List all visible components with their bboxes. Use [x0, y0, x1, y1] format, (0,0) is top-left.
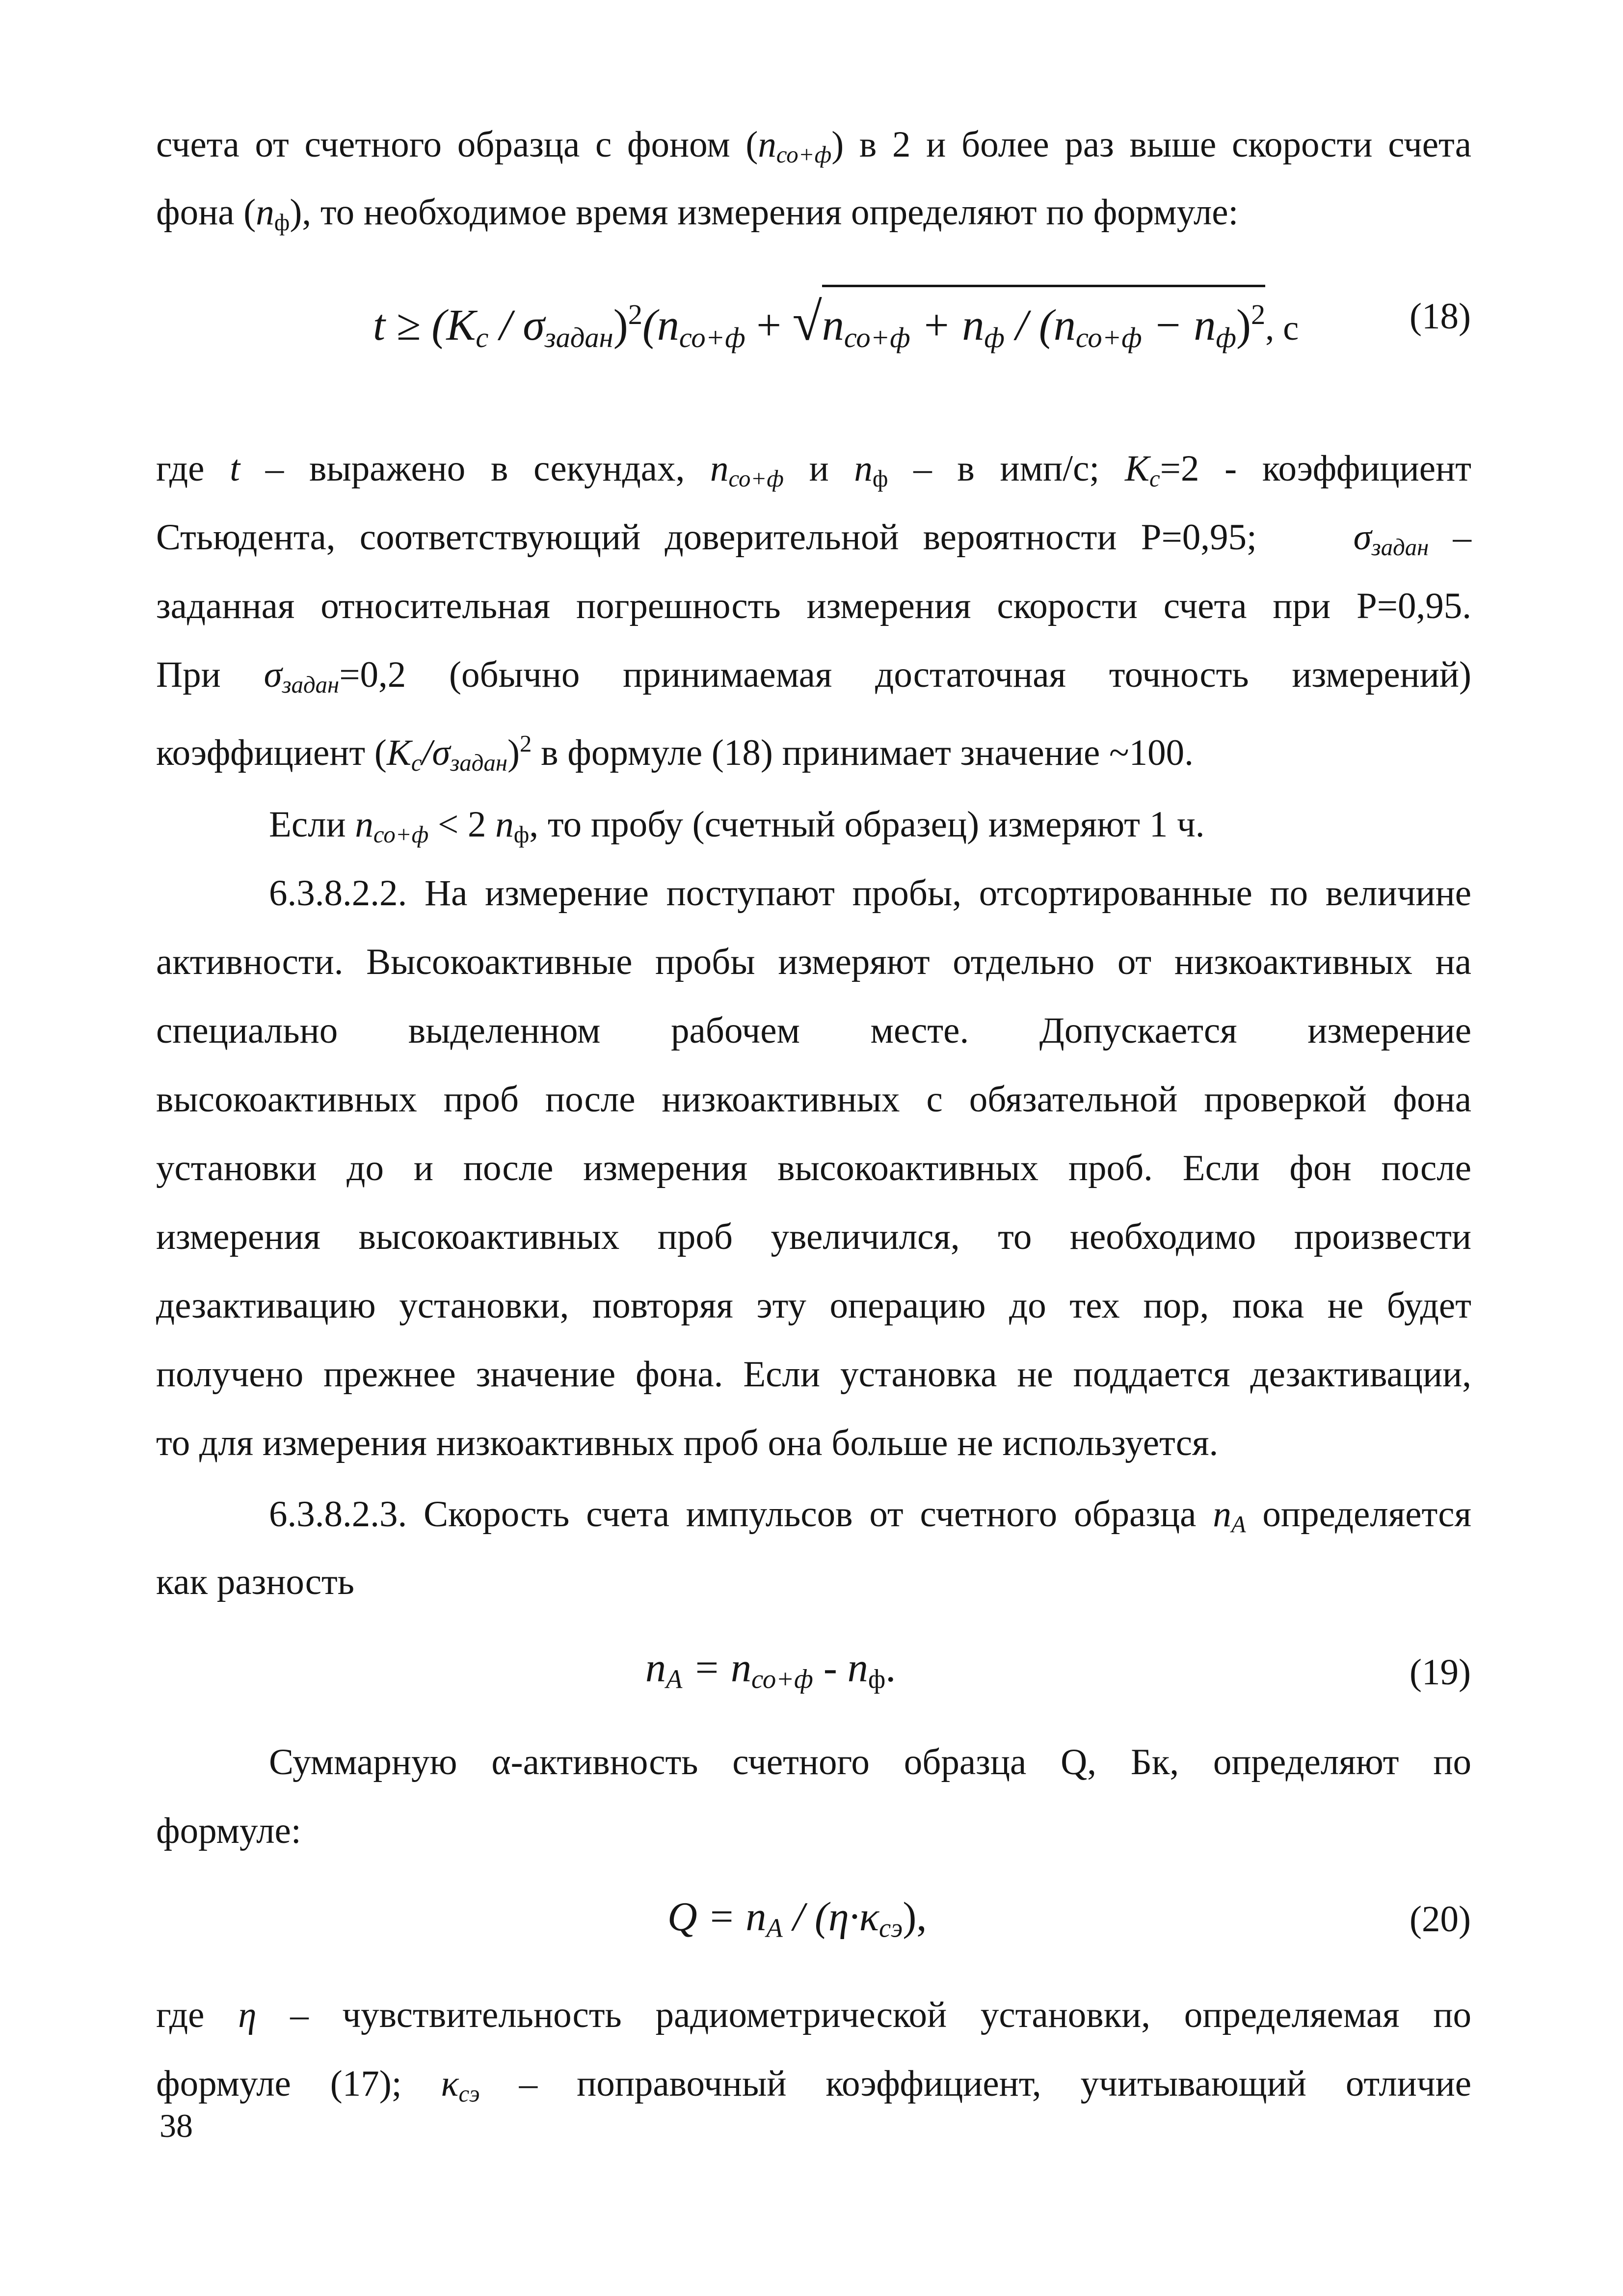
- variable: σ: [264, 654, 282, 695]
- variable: K: [386, 732, 411, 773]
- text-run: =0,2 (обычно принимаемая достаточная точность измерений): [339, 654, 1471, 695]
- variable: n: [710, 448, 729, 489]
- paragraph-line: установки до и после измерения высокоактивных проб. Если фон после: [156, 1148, 1471, 1189]
- variable: /σ: [422, 732, 451, 773]
- subscript: сэ: [458, 2080, 480, 2107]
- text-run: формуле (17);: [156, 2063, 441, 2104]
- text-run: < 2: [428, 804, 496, 845]
- text-run: счета от счетного образца с фоном (: [156, 124, 758, 165]
- formula-part: (n: [642, 301, 679, 350]
- formula-sup: 2: [628, 298, 642, 330]
- subscript: c: [411, 750, 422, 776]
- text-run: ) в 2 и более раз выше скорости счета: [831, 124, 1471, 165]
- variable: n: [256, 192, 274, 233]
- text-run: ): [507, 732, 520, 773]
- variable: n: [758, 124, 776, 165]
- paragraph-line: [156, 2062, 1471, 2116]
- paragraph-line: [269, 1492, 1471, 1546]
- paragraph-line: получено прежнее значение фона. Если установка не поддается дезактивации,: [156, 1354, 1471, 1395]
- paragraph-line: активности. Высокоактивные пробы измеряют отдельно от низкоактивных на: [156, 942, 1471, 982]
- formula-18: [373, 285, 1299, 362]
- variable: n: [495, 804, 514, 845]
- text-run: определяется: [1246, 1494, 1471, 1535]
- variable: n: [854, 448, 873, 489]
- formula-part: ),: [903, 1894, 927, 1940]
- text-run: =2 - коэффициент: [1160, 448, 1471, 489]
- subscript: со+ф: [776, 141, 832, 168]
- paragraph-line: специально выделенном рабочем месте. Допускается измерение: [156, 1010, 1471, 1051]
- formula-sub: A: [766, 1913, 783, 1943]
- variable: η: [238, 1995, 257, 2035]
- formula-sub: c: [476, 321, 489, 353]
- paragraph-line: [156, 515, 1471, 569]
- formula-sub: со+ф: [844, 321, 910, 353]
- text-run: – в имп/с;: [888, 448, 1125, 489]
- formula-part: - n: [813, 1645, 868, 1691]
- text-run: – выражено в секундах,: [240, 448, 711, 489]
- variable: n: [355, 804, 373, 845]
- paragraph-line: заданная относительная погрешность измерения скорости счета при P=0,95.: [156, 586, 1471, 626]
- formula-part: − n: [1142, 301, 1216, 350]
- formula-part: + n: [910, 301, 984, 350]
- paragraph-line: Суммарную α-активность счетного образца Q, Бк, определяют по: [269, 1742, 1471, 1783]
- formula-part: t ≥ (K: [373, 301, 476, 350]
- paragraph-line: как разность: [156, 1562, 354, 1602]
- formula-part: ): [1236, 301, 1251, 350]
- text-run: коэффициент (: [156, 732, 387, 773]
- subscript: со+ф: [728, 465, 784, 492]
- formula-sub: ф: [1216, 321, 1236, 353]
- formula-part: Q = n: [667, 1894, 767, 1940]
- subscript: задан: [450, 750, 508, 776]
- formula-sub: A: [666, 1664, 683, 1694]
- text-run: –: [1429, 517, 1472, 558]
- variable: n: [1213, 1494, 1231, 1535]
- paragraph-line: 6.3.8.2.2. На измерение поступают пробы, отсортированные по величине: [269, 873, 1471, 914]
- text-run: где: [156, 1995, 239, 2035]
- text-run: , то пробу (счетный образец) измеряют 1 ч.: [529, 804, 1205, 845]
- page-number: 38: [160, 2107, 193, 2144]
- paragraph-line: [156, 447, 1471, 501]
- formula-sub: со+ф: [751, 1664, 813, 1694]
- sqrt-body: [822, 285, 1265, 362]
- equation-number: (20): [1410, 1899, 1471, 1940]
- subscript: ф: [274, 209, 290, 236]
- formula-part: / (η·κ: [782, 1894, 879, 1940]
- formula-part: = n: [682, 1645, 752, 1691]
- text-run: При: [156, 654, 264, 695]
- superscript: 2: [520, 730, 532, 757]
- paragraph-line: [156, 190, 1471, 244]
- paragraph-line: [156, 123, 1471, 177]
- text-run: Если: [269, 804, 355, 845]
- text-run: в формуле (18) принимает значение ~100.: [532, 732, 1194, 773]
- formula-part: +: [745, 301, 793, 350]
- formula-sub: задан: [544, 321, 613, 353]
- subscript: ф: [872, 465, 888, 492]
- text-run: фона (: [156, 192, 256, 233]
- formula-part: / σ: [488, 301, 545, 350]
- paragraph-line: измерения высокоактивных проб увеличился, то необходимо произвести: [156, 1216, 1471, 1257]
- paragraph-line: [156, 1993, 1471, 2037]
- paragraph-line: то для измерения низкоактивных проб она больше не используется.: [156, 1423, 1219, 1463]
- text-run: и: [783, 448, 854, 489]
- subscript: A: [1231, 1511, 1246, 1538]
- text-run: Стьюдента, соответствующий доверительной вероятности P=0,95;: [156, 517, 1257, 558]
- variable: σ: [1353, 517, 1372, 558]
- paragraph-line: [269, 803, 1471, 857]
- text-run: 6.3.8.2.3. Скорость счета импульсов от счетного образца: [269, 1494, 1213, 1535]
- formula-unit: , с: [1265, 308, 1299, 348]
- subscript: c: [1149, 465, 1160, 492]
- subscript: задан: [282, 672, 340, 699]
- text-run: – чувствительность радиометрической установки, определяемая по: [256, 1995, 1471, 2035]
- formula-part: ): [613, 301, 628, 350]
- equation-number: (19): [1410, 1652, 1471, 1693]
- text-run: ), то необходимое время измерения определяют по формуле:: [290, 192, 1239, 233]
- formula-sub: со+ф: [1075, 321, 1142, 353]
- formula-sub: ф: [868, 1664, 886, 1694]
- formula-19: [645, 1644, 896, 1704]
- variable: t: [230, 448, 240, 489]
- variable: K: [1124, 448, 1149, 489]
- variable: κ: [441, 2063, 459, 2104]
- paragraph-line: [156, 653, 1471, 707]
- text-run: – поправочный коэффициент, учитывающий отличие: [479, 2063, 1471, 2104]
- formula-sup: 2: [1251, 298, 1266, 330]
- paragraph-line: формуле:: [156, 1810, 301, 1851]
- formula-part: / (n: [1004, 301, 1076, 350]
- equation-number: (18): [1410, 296, 1471, 337]
- formula-part: n: [645, 1645, 666, 1691]
- subscript: ф: [513, 821, 530, 848]
- text-run: где: [156, 448, 230, 489]
- formula-sub: ф: [984, 321, 1005, 353]
- subscript: задан: [1371, 534, 1429, 561]
- formula-part: .: [885, 1645, 896, 1691]
- paragraph-line: высокоактивных проб после низкоактивных с обязательной проверкой фона: [156, 1079, 1471, 1120]
- formula-part: n: [822, 301, 844, 350]
- sqrt-icon: √: [792, 292, 822, 352]
- formula-sub: сэ: [879, 1913, 903, 1943]
- paragraph-line: [156, 722, 1471, 785]
- formula-20: [667, 1892, 927, 1953]
- subscript: со+ф: [373, 821, 429, 848]
- formula-sub: со+ф: [679, 321, 745, 353]
- paragraph-line: дезактивацию установки, повторяя эту операцию до тех пор, пока не будет: [156, 1285, 1471, 1326]
